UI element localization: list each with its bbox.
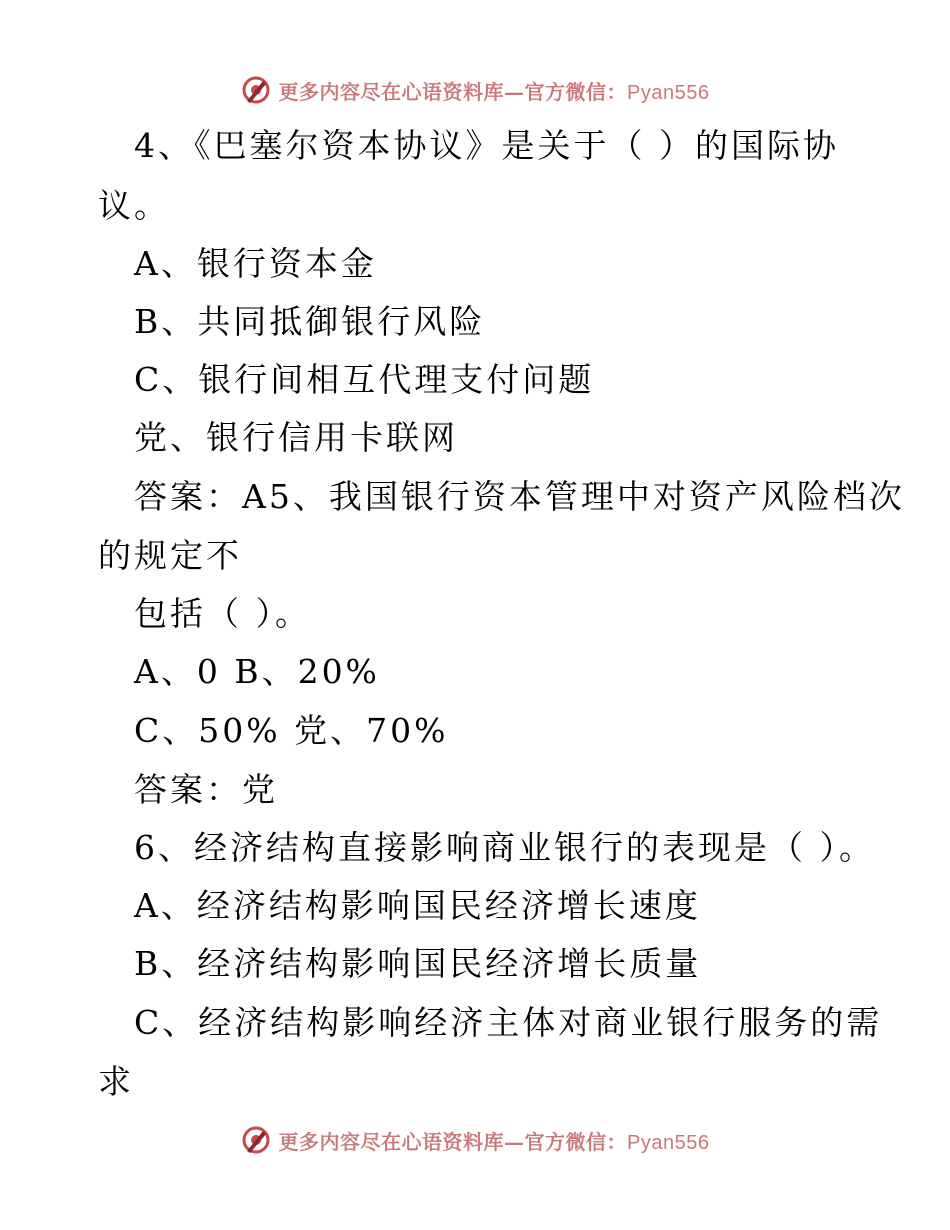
option-a-q4: A、银行资本金 (134, 244, 377, 283)
header-banner (0, 70, 950, 110)
question-4-line-2: 议。 (98, 186, 170, 225)
option-b-q6: B、经济结构影响国民经济增长质量 (134, 944, 702, 983)
banner-dash: — (504, 79, 525, 104)
answer-q4-question-5-line-1: 答案：A5、我国银行资本管理中对资产风险档次 (134, 477, 905, 516)
option-d-q4: 党、银行信用卡联网 (134, 418, 458, 457)
pen-logo-icon (241, 1125, 271, 1155)
question-5-line-2: 的规定不 (98, 536, 242, 575)
banner-wechat-id: Pyan556 (627, 81, 710, 104)
option-c-q4: C、银行间相互代理支付问题 (134, 360, 595, 399)
option-a-q6: A、经济结构影响国民经济增长速度 (134, 886, 701, 925)
banner-main-text: 更多内容尽在心语资料库 (278, 1129, 505, 1154)
banner-wechat-prefix: 官方微信： (524, 79, 628, 104)
question-6: 6、经济结构直接影响商业银行的表现是（ ）。 (134, 828, 875, 867)
footer-banner (0, 1120, 950, 1160)
option-b-q4: B、共同抵御银行风险 (134, 302, 486, 341)
banner-text (279, 76, 710, 105)
option-c-q6-line-1: C、经济结构影响经济主体对商业银行服务的需 (134, 1003, 883, 1042)
banner-main-text: 更多内容尽在心语资料库 (278, 79, 505, 104)
options-c-d-q5: C、50% 党、70% (134, 711, 449, 750)
banner-wechat-id: Pyan556 (627, 1131, 710, 1154)
banner-dash: — (504, 1129, 525, 1154)
banner-text (279, 1126, 710, 1155)
answer-q5: 答案：党 (134, 770, 278, 809)
question-5-line-3: 包括（ ）。 (134, 594, 311, 633)
options-a-b-q5: A、0 B、20% (134, 652, 380, 691)
question-4-line-1: 4、《巴塞尔资本协议》是关于（ ）的国际协 (134, 126, 839, 165)
option-c-q6-line-2: 求 (98, 1062, 134, 1101)
pen-logo-icon (241, 75, 271, 105)
banner-wechat-prefix: 官方微信： (524, 1129, 628, 1154)
